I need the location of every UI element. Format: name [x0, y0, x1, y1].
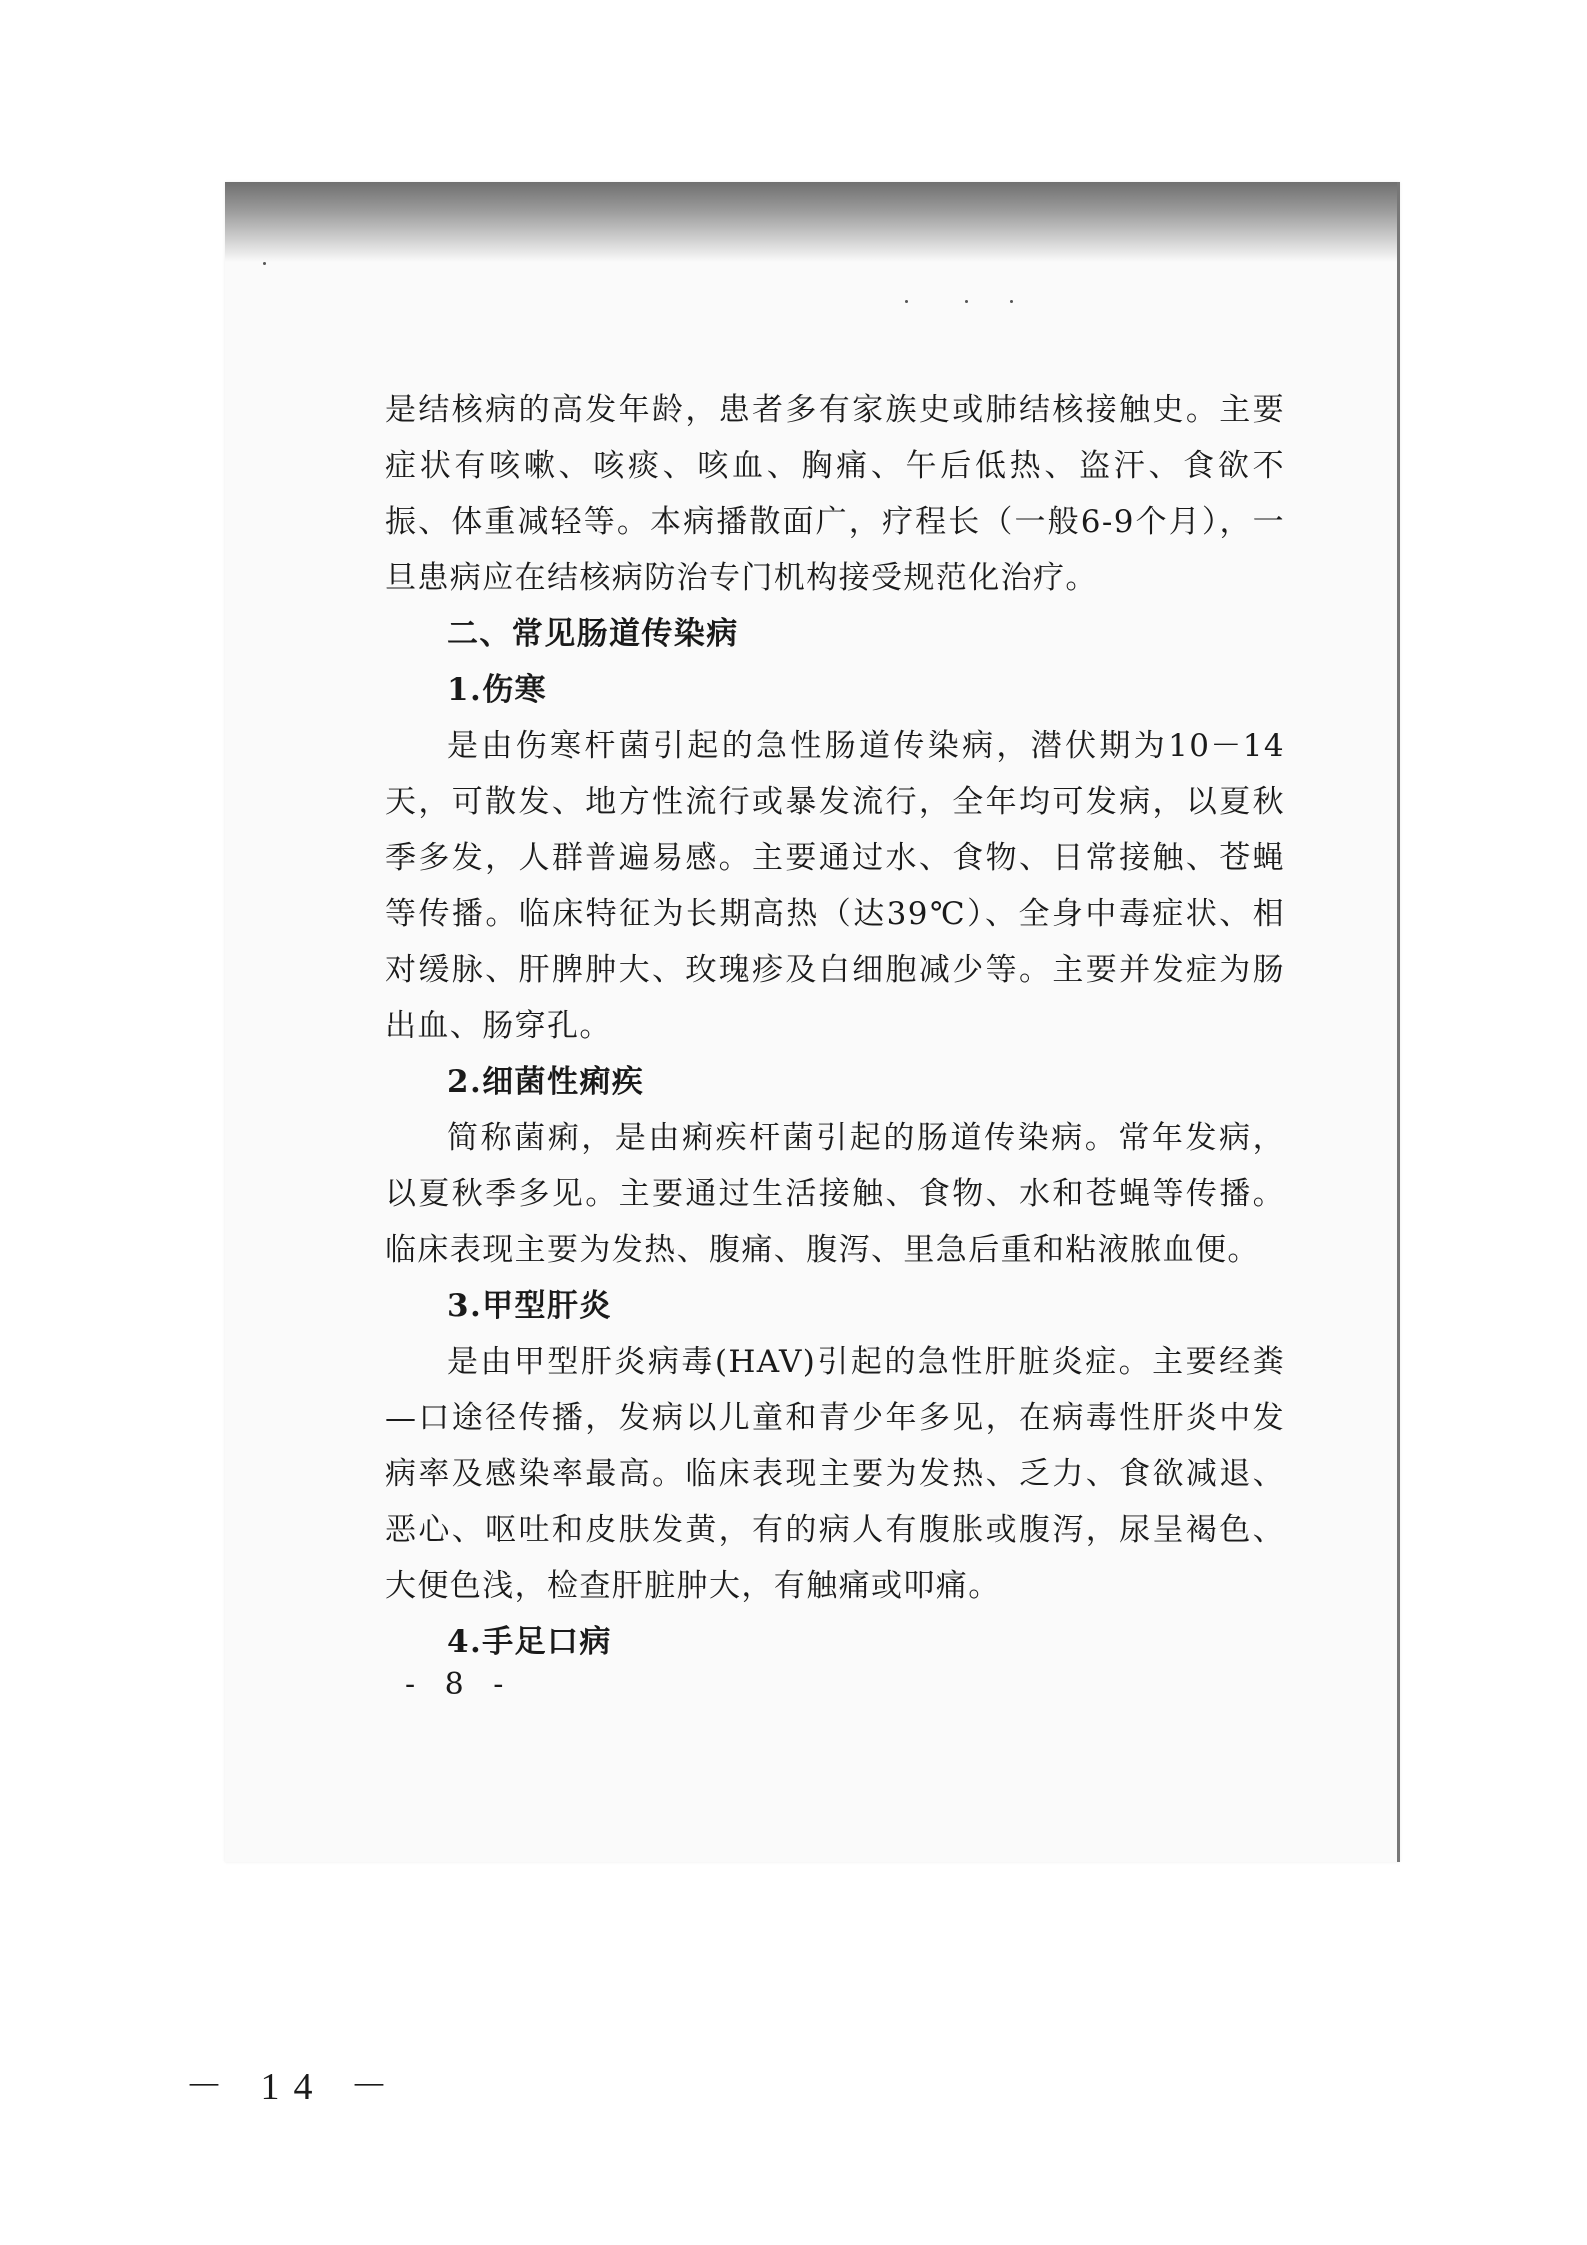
paragraph-hepatitis-a: 是由甲型肝炎病毒(HAV)引起的急性肝脏炎症。主要经粪—口途径传播，发病以儿童和青少年多见，在病毒性肝炎中发病率及感染率最高。临床表现主要为发热、乏力、食欲减退、恶心、呕吐和皮肤发黄，有的病人有腹胀或腹泻，尿呈褐色、大便色浅，检查肝脏肿大，有触痛或叩痛。 — [385, 1344, 1285, 1604]
paragraph-tuberculosis: 是结核病的高发年龄，患者多有家族史或肺结核接触史。主要症状有咳嗽、咳痰、咳血、胸痛、午后低热、盗汗、食欲不振、体重减轻等。本病播散面广，疗程长（一般6-9个月），一旦患病应在结核病防治专门机构接受规范化治疗。 — [385, 392, 1285, 596]
inner-page-number: - 8 - — [405, 1667, 514, 1702]
subheading-typhoid: 1.伤寒 — [447, 672, 547, 708]
scanned-page — [225, 182, 1400, 1862]
scan-speck — [965, 300, 968, 303]
subheading-hfmd: 4.手足口病 — [447, 1624, 612, 1660]
section-heading: 二、常见肠道传染病 — [447, 616, 739, 652]
scan-speck — [905, 300, 908, 303]
scan-shadow — [225, 182, 1400, 262]
scan-edge — [1397, 182, 1400, 1862]
document-body — [385, 382, 1285, 1670]
subheading-hepatitis-a: 3.甲型肝炎 — [447, 1288, 612, 1324]
paragraph-dysentery: 简称菌痢，是由痢疾杆菌引起的肠道传染病。常年发病，以夏秋季多见。主要通过生活接触、食物、水和苍蝇等传播。临床表现主要为发热、腹痛、腹泻、里急后重和粘液脓血便。 — [385, 1120, 1285, 1268]
paragraph-typhoid: 是由伤寒杆菌引起的急性肠道传染病，潜伏期为10－14天，可散发、地方性流行或暴发流行，全年均可发病，以夏秋季多发，人群普遍易感。主要通过水、食物、日常接触、苍蝇等传播。临床特征为长期高热（达39℃）、全身中毒症状、相对缓脉、肝脾肿大、玫瑰疹及白细胞减少等。主要并发症为肠出血、肠穿孔。 — [385, 728, 1285, 1044]
subheading-dysentery: 2.细菌性痢疾 — [447, 1064, 645, 1100]
scan-speck — [1010, 300, 1013, 303]
page-number: － 14 － — [185, 2066, 403, 2108]
scan-speck — [263, 262, 266, 265]
